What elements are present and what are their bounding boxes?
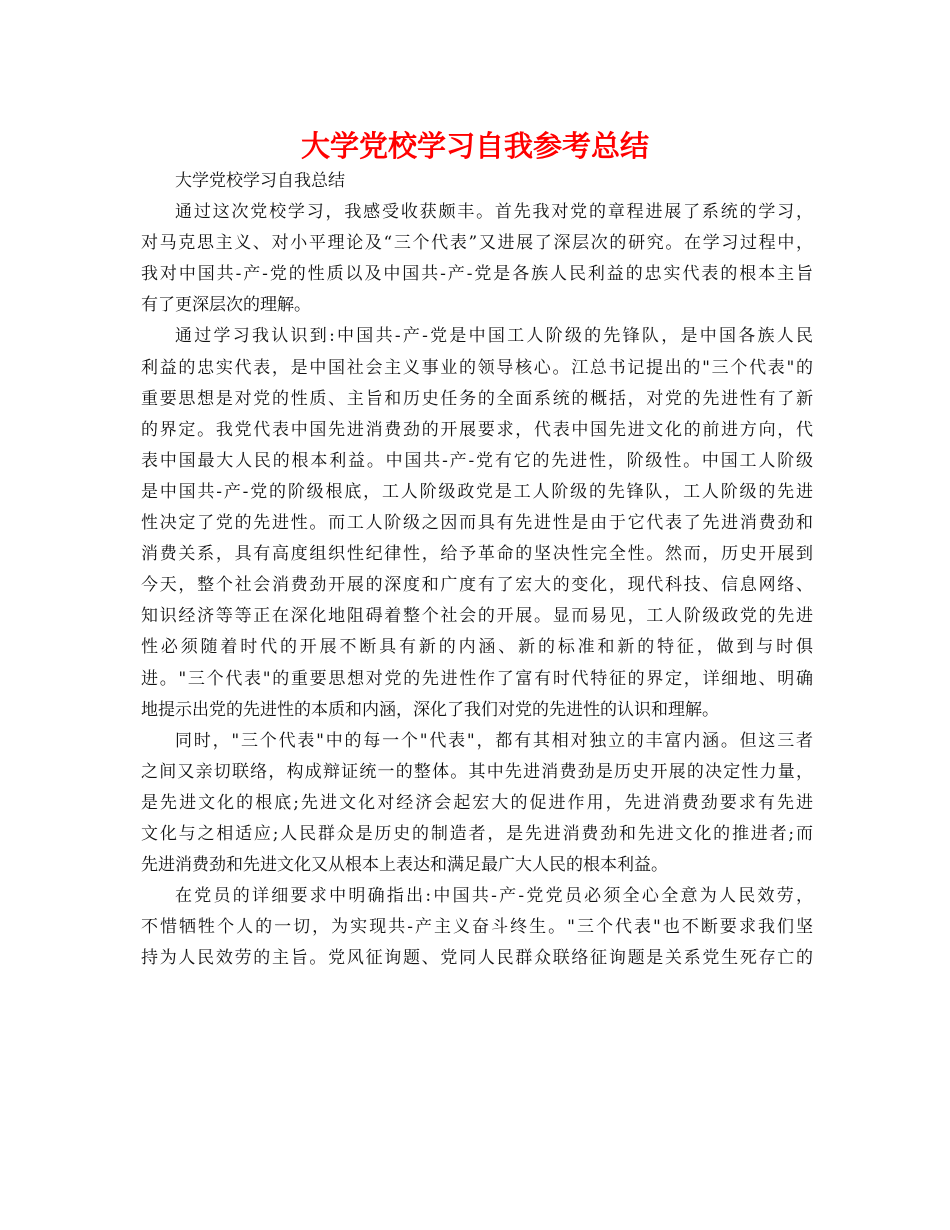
paragraph <box>141 197 813 321</box>
paragraph-line: 在党员的详细要求中明确指出:中国共-产-党党员必须全心全意为人民效劳， <box>175 886 813 907</box>
paragraph-line: 知识经济等等正在深化地阻碍着整个社会的开展。显而易见，工人阶级政党的先进 <box>141 606 813 627</box>
paragraph-line: 今天，整个社会消费劲开展的深度和广度有了宏大的变化，现代科技、信息网络、 <box>141 575 813 596</box>
paragraph-line: 表中国最大人民的根本利益。中国共-产-党有它的先进性，阶级性。中国工人阶级 <box>141 450 813 471</box>
paragraph-line: 是中国共-产-党的阶级根底，工人阶级政党是工人阶级的先锋队，工人阶级的先进 <box>141 481 813 502</box>
paragraph-line: 利益的忠实代表，是中国社会主义事业的领导核心。江总书记提出的"三个代表"的 <box>141 357 813 378</box>
paragraph-line: 消费关系，具有高度组织性纪律性，给予革命的坚决性完全性。然而，历史开展到 <box>141 544 813 565</box>
paragraph-line: 通过这次党校学习，我感受收获颇丰。首先我对党的章程进展了系统的学习， <box>175 202 813 223</box>
paragraph-line: 持为人民效劳的主旨。党风征询题、党同人民群众联络征询题是关系党生死存亡的 <box>141 948 813 969</box>
paragraph-line: 性决定了党的先进性。而工人阶级之因而具有先进性是由于它代表了先进消费劲和 <box>141 513 813 534</box>
paragraph-line: 先进消费劲和先进文化又从根本上表达和满足最广大人民的根本利益。 <box>141 855 668 876</box>
paragraph <box>141 321 813 725</box>
paragraph-line: 地提示出党的先进性的本质和内涵，深化了我们对党的先进性的认识和理解。 <box>141 699 719 720</box>
paragraph-line: 同时，"三个代表"中的每一个"代表"，都有其相对独立的丰富内涵。但这三者 <box>175 730 813 751</box>
paragraph-line: 对马克思主义、对小平理论及“三个代表”又进展了深层次的研究。在学习过程中， <box>141 233 813 254</box>
document-body <box>141 166 813 974</box>
paragraph-line: 进。"三个代表"的重要思想对党的先进性作了富有时代特征的界定，详细地、明确 <box>141 668 813 689</box>
paragraph-line: 之间又亲切联络，构成辩证统一的整体。其中先进消费劲是历史开展的决定性力量， <box>141 761 813 782</box>
paragraph-line: 文化与之相适应;人民群众是历史的制造者，是先进消费劲和先进文化的推进者;而 <box>141 823 813 844</box>
paragraph <box>141 726 813 881</box>
paragraph-line: 性必须随着时代的开展不断具有新的内涵、新的标准和新的特征，做到与时俱 <box>141 637 813 658</box>
paragraph-line: 是先进文化的根底;先进文化对经济会起宏大的促进作用，先进消费劲要求有先进 <box>141 792 813 813</box>
paragraph-line: 通过学习我认识到:中国共-产-党是中国工人阶级的先锋队，是中国各族人民 <box>175 326 813 347</box>
document-subtitle: 大学党校学习自我总结 <box>175 171 345 191</box>
paragraph-line: 有了更深层次的理解。 <box>141 295 311 316</box>
paragraph-line: 的界定。我党代表中国先进消费劲的开展要求，代表中国先进文化的前进方向，代 <box>141 419 813 440</box>
paragraph-line: 我对中国共-产-党的性质以及中国共-产-党是各族人民利益的忠实代表的根本主旨 <box>141 264 813 285</box>
paragraph-line: 重要思想是对党的性质、主旨和历史任务的全面系统的概括，对党的先进性有了新 <box>141 388 813 409</box>
paragraph-list <box>141 197 813 974</box>
document-title: 大学党校学习自我参考总结 <box>300 129 649 163</box>
paragraph-line: 不惜牺牲个人的一切，为实现共-产主义奋斗终生。"三个代表"也不断要求我们坚 <box>141 917 813 938</box>
paragraph <box>141 881 813 974</box>
